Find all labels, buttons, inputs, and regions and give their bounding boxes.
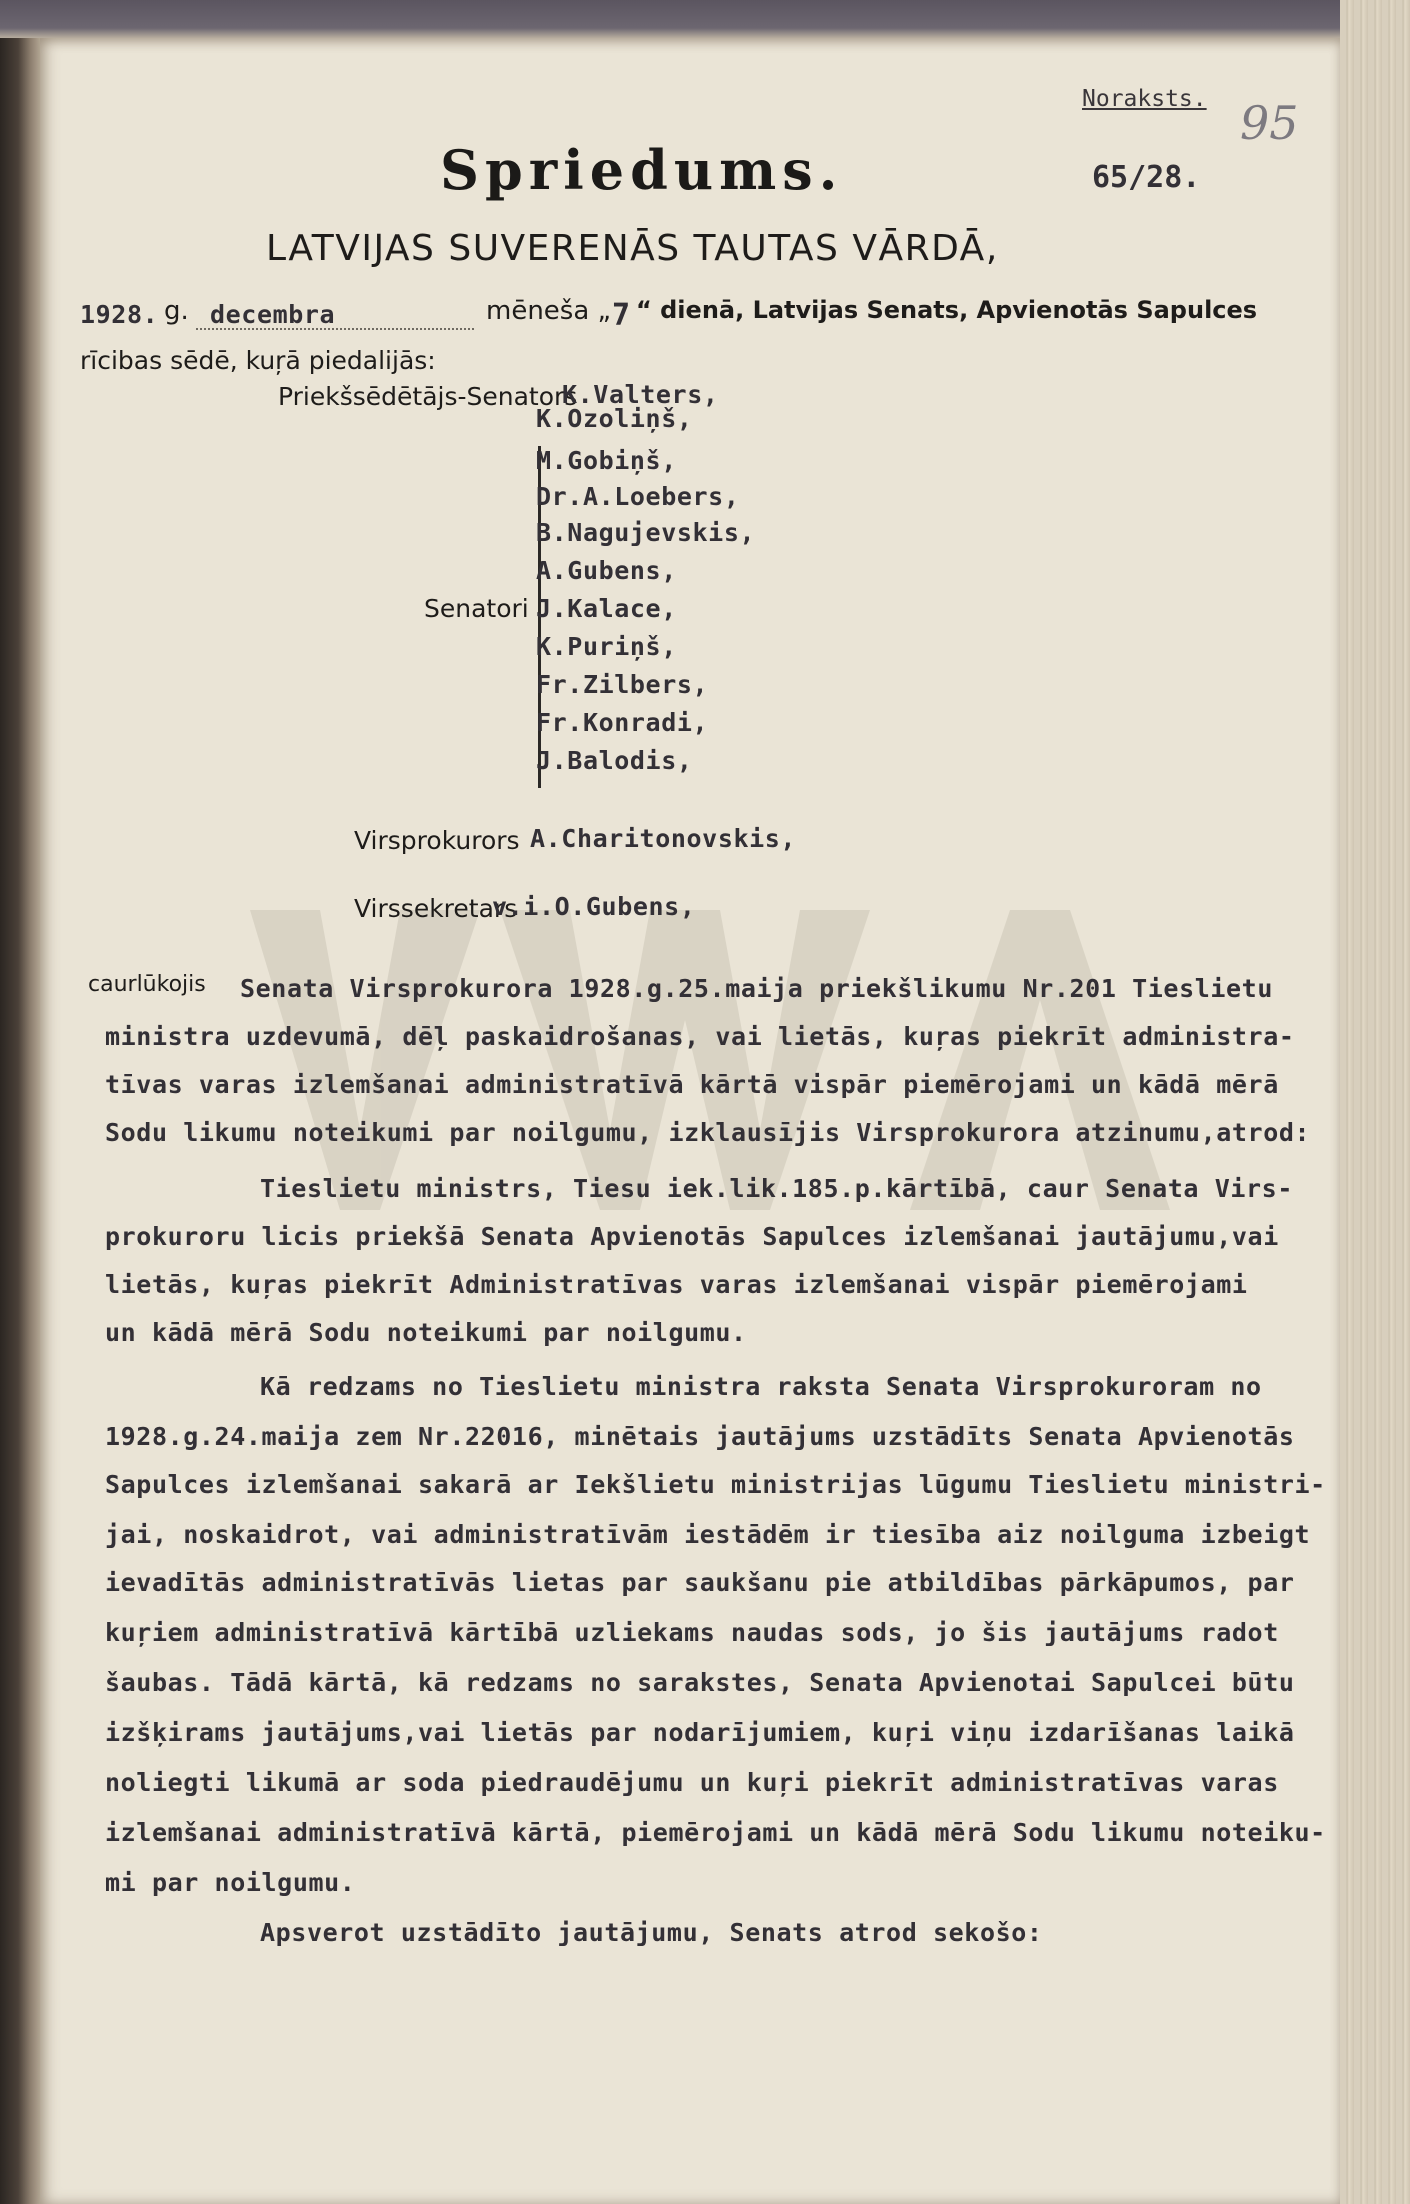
body-line: izlemšanai administratīvā kārtā, piemērojami un kādā mērā Sodu likumu noteiku- <box>105 1818 1326 1847</box>
date-month: decembra <box>210 300 336 329</box>
body-line: 1928.g.24.maija zem Nr.22016, minētais jautājums uzstādīts Senata Apvienotās <box>105 1422 1295 1451</box>
body-line: izšķirams jautājums,vai lietās par nodarījumiem, kuŗi viņu izdarīšanas laikā <box>105 1718 1295 1747</box>
body-line: tīvas varas izlemšanai administratīvā kārtā vispār piemērojami un kādā mērā <box>105 1070 1279 1099</box>
chair-name: K.Valters, <box>562 380 719 409</box>
senator-name: J.Balodis, <box>536 746 693 775</box>
date-day: 7 <box>612 298 631 333</box>
senators-label: Senatori <box>424 594 529 623</box>
body-line: lietās, kuŗas piekrīt Administratīvas varas izlemšanai vispār piemērojami <box>105 1270 1248 1299</box>
folio-number: 95 <box>1240 96 1299 150</box>
senator-name: A.Gubens, <box>536 556 677 585</box>
body-line: ministra uzdevumā, dēļ paskaidrošanas, vai lietās, kuŗas piekrīt administra- <box>105 1022 1295 1051</box>
secretary-name: v.i.O.Gubens, <box>492 892 696 921</box>
date-year: 1928. <box>80 300 159 329</box>
scanner-top-edge <box>0 0 1410 38</box>
body-line: mi par noilgumu. <box>105 1868 356 1897</box>
document-title: Spriedums. <box>440 138 844 202</box>
senator-name: K.Puriņš, <box>536 632 677 661</box>
body-line: Tieslietu ministrs, Tiesu iek.lik.185.p.kārtībā, caur Senata Virs- <box>260 1174 1293 1203</box>
date-rest: “ dienā, Latvijas Senats, Apvienotās Sapulces <box>636 296 1258 324</box>
senator-name: K.Ozoliņš, <box>536 404 693 433</box>
senator-name: J.Kalace, <box>536 594 677 623</box>
date-year-label: g. <box>164 296 189 326</box>
body-line: Sodu likumu noteikumi par noilgumu, izklausījis Virsprokurora atzinumu,atrod: <box>105 1118 1311 1147</box>
senator-name: M.Gobiņš, <box>536 446 677 475</box>
body-line: Senata Virsprokurora 1928.g.25.maija priekšlikumu Nr.201 Tieslietu <box>240 974 1273 1003</box>
senator-name: Dr.A.Loebers, <box>536 482 740 511</box>
case-number: 65/28. <box>1092 160 1201 195</box>
body-line: ievadītās administratīvās lietas par saukšanu pie atbildības pārkāpumos, par <box>105 1568 1295 1597</box>
body-line: Sapulces izlemšanai sakarā ar Iekšlietu ministrijas lūgumu Tieslietu ministri- <box>105 1470 1326 1499</box>
senator-name: Fr.Konradi, <box>536 708 709 737</box>
prosecutor-name: A.Charitonovskis, <box>530 824 797 853</box>
body-line: un kādā mērā Sodu noteikumi par noilgumu. <box>105 1318 747 1347</box>
body-line: šaubas. Tādā kārtā, kā redzams no sarakstes, Senata Apvienotai Sapulcei būtu <box>105 1668 1295 1697</box>
body-line: Kā redzams no Tieslietu ministra raksta Senata Virsprokuroram no <box>260 1372 1262 1401</box>
prosecutor-label: Virsprokurors <box>354 826 520 855</box>
body-line: noliegti likumā ar soda piedraudējumu un kuŗi piekrīt administratīvas varas <box>105 1768 1279 1797</box>
date-continuation: rīcibas sēdē, kuŗā piedalijās: <box>80 346 436 375</box>
body-line: jai, noskaidrot, vai administratīvām iestādēm ir tiesība aiz noilguma izbeigt <box>105 1520 1311 1549</box>
page-edge-stack <box>1340 0 1410 2204</box>
body-line: kuŗiem administratīvā kārtībā uzliekams naudas sods, jo šis jautājums radot <box>105 1618 1279 1647</box>
senator-name: Fr.Zilbers, <box>536 670 709 699</box>
date-month-label: mēneša „ <box>486 296 612 326</box>
body-line: prokuroru licis priekšā Senata Apvienotās Sapulces izlemšanai jautājumu,vai <box>105 1222 1279 1251</box>
body-line: Apsverot uzstādīto jautājumu, Senats atrod sekošo: <box>260 1918 1043 1947</box>
document-subtitle: LATVIJAS SUVERENĀS TAUTAS VĀRDĀ, <box>266 228 999 269</box>
chair-label: Priekšsēdētājs-Senators <box>278 382 578 411</box>
copy-stamp: Noraksts. <box>1082 86 1207 112</box>
senator-name: B.Nagujevskis, <box>536 518 756 547</box>
secretary-label: Virssekretars <box>354 894 518 923</box>
margin-label: caurlūkojis <box>88 972 206 997</box>
